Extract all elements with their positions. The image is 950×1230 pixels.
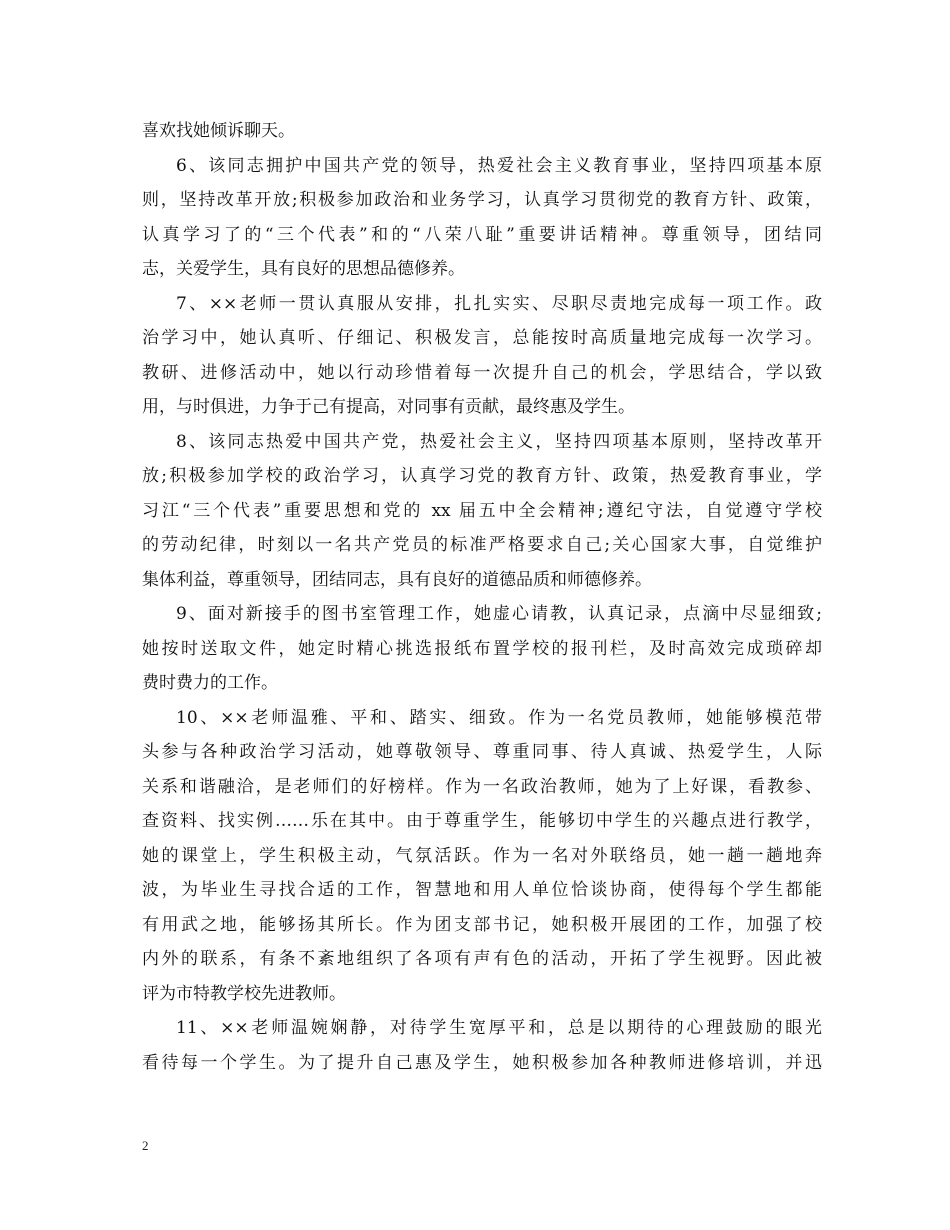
text-line: 喜欢找她倾诉聊天。 <box>142 121 295 141</box>
text-line: 她的课堂上，学生积极主动，气氛活跃。作为一名对外联络员，她一趟一趟地奔 <box>142 845 822 866</box>
paragraph <box>142 597 822 701</box>
text-line: 评为市特教学校先进教师。 <box>142 983 346 1004</box>
paragraph <box>142 425 822 598</box>
paragraph <box>142 114 822 149</box>
text-line: 9、面对新接手的图书室管理工作，她虚心请教，认真记录，点滴中尽显细致; <box>176 604 822 624</box>
text-line: 关系和谐融洽，是老师们的好榜样。作为一名政治教师，她为了上好课，看教参、 <box>142 776 822 797</box>
text-line: 志，关爱学生，具有良好的思想品德修养。 <box>142 259 465 279</box>
text-line: 看待每一个学生。为了提升自己惠及学生，她积极参加各种教师进修培训，并迅 <box>142 1052 822 1073</box>
text-line: 头参与各种政治学习活动，她尊敬领导、尊重同事、待人真诚、热爱学生，人际 <box>142 742 822 762</box>
text-line: 费时费力的工作。 <box>142 673 278 693</box>
text-line: 放;积极参加学校的政治学习，认真学习党的教育方针、政策，热爱教育事业，学 <box>142 466 822 486</box>
text-line: 认真学习了的“三个代表”和的“八荣八耻”重要讲话精神。尊重领导，团结同 <box>142 224 822 245</box>
text-line: 教研、进修活动中，她以行动珍惜着每一次提升自己的机会，学思结合，学以致 <box>142 362 822 383</box>
text-line: 内外的联系，有条不紊地组织了各项有声有色的活动，开拓了学生视野。因此被 <box>142 949 822 969</box>
paragraph <box>142 701 822 1012</box>
text-line: 8、该同志热爱中国共产党，热爱社会主义，坚持四项基本原则，坚持改革开 <box>176 431 822 452</box>
paragraph <box>142 287 822 425</box>
text-line: 用，与时俱进，力争于己有提高，对同事有贡献，最终惠及学生。 <box>142 397 635 417</box>
text-line: 她按时送取文件，她定时精心挑选报纸布置学校的报刊栏，及时高效完成琐碎却 <box>142 638 822 659</box>
text-line: 则，坚持改革开放;积极参加政治和业务学习，认真学习贯彻党的教育方针、政策， <box>142 190 822 210</box>
text-line: 习江“三个代表”重要思想和党的 xx 届五中全会精神;遵纪守法，自觉遵守学校 <box>142 500 822 521</box>
text-line: 波，为毕业生寻找合适的工作，智慧地和用人单位恰谈协商，使得每个学生都能 <box>142 880 822 900</box>
paragraph <box>142 1011 822 1080</box>
text-line: 11、××老师温婉娴静，对待学生宽厚平和，总是以期待的心理鼓励的眼光 <box>176 1018 822 1038</box>
text-line: 治学习中，她认真听、仔细记、积极发言，总能按时高质量地完成每一次学习。 <box>142 328 822 348</box>
text-line: 查资料、找实例……乐在其中。由于尊重学生，能够切中学生的兴趣点进行教学， <box>142 811 822 831</box>
text-line: 有用武之地，能够扬其所长。作为团支部书记，她积极开展团的工作，加强了校 <box>142 914 822 935</box>
paragraph <box>142 149 822 287</box>
page-number: 2 <box>142 1138 149 1153</box>
text-line: 的劳动纪律，时刻以一名共产党员的标准严格要求自己;关心国家大事，自觉维护 <box>142 535 822 555</box>
text-line: 集体利益，尊重领导，团结同志，具有良好的道德品质和师德修养。 <box>142 569 652 590</box>
text-line: 6、该同志拥护中国共产党的领导，热爱社会主义教育事业，坚持四项基本原 <box>176 155 822 176</box>
document-body <box>142 114 822 1080</box>
text-line: 10、××老师温雅、平和、踏实、细致。作为一名党员教师，她能够模范带 <box>176 707 822 728</box>
text-line: 7、××老师一贯认真服从安排，扎扎实实、尽职尽责地完成每一项工作。政 <box>176 293 822 314</box>
